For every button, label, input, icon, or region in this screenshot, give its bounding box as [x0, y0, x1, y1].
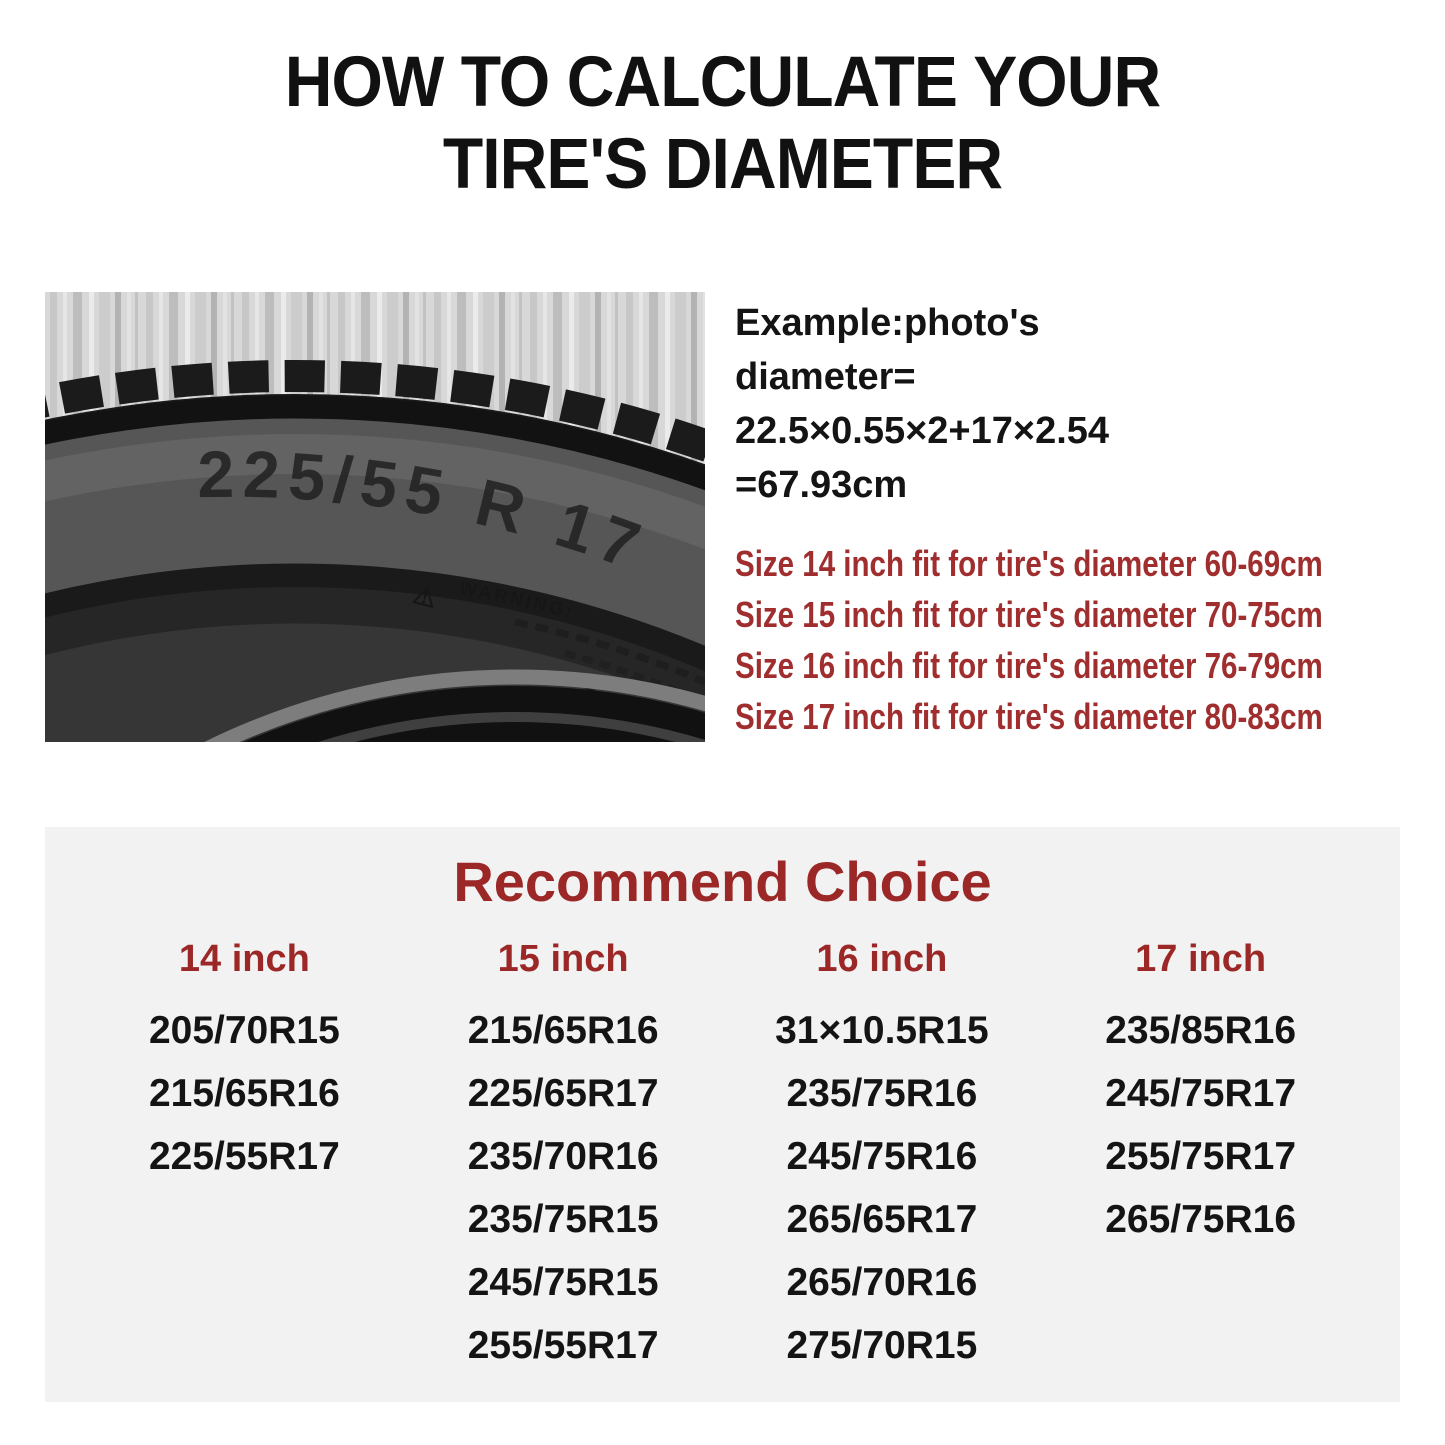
tire-size-cell: 235/70R16	[467, 1134, 659, 1178]
size-fit-block	[735, 538, 1405, 742]
example-block	[735, 296, 1405, 512]
tire-size-cell: 205/70R15	[148, 1008, 340, 1052]
tire-size-cell: 235/75R15	[467, 1197, 659, 1241]
tire-size-cell: 245/75R17	[1105, 1071, 1297, 1115]
size-column-15-inch	[404, 937, 723, 1377]
right-column	[735, 292, 1405, 742]
tire-photo	[45, 292, 705, 742]
tire-size-cell: 255/55R17	[467, 1323, 659, 1367]
page-title	[0, 0, 1445, 206]
tire-size-cell: 265/75R16	[1105, 1197, 1297, 1241]
size-column-14-inch	[85, 937, 404, 1377]
tire-size-cell: 255/75R17	[1105, 1134, 1297, 1178]
size-fit-line: Size 15 inch fit for tire's diameter 70-75cm	[735, 594, 1323, 635]
column-header: 17 inch	[1135, 938, 1267, 980]
tire-size-cell: 31×10.5R15	[775, 1008, 989, 1052]
tire-size-cell: 225/55R17	[148, 1134, 340, 1178]
page-title-line-1: HOW TO CALCULATE YOUR	[284, 43, 1161, 122]
example-line: 22.5×0.55×2+17×2.54	[735, 410, 1110, 452]
column-header: 16 inch	[816, 938, 948, 980]
tire-size-cell: 245/75R15	[467, 1260, 659, 1304]
column-header: 15 inch	[497, 938, 629, 980]
recommend-panel	[45, 827, 1400, 1402]
warning-text: WARNING:	[458, 578, 578, 623]
tire-size-cell: 215/65R16	[467, 1008, 659, 1052]
tire-size-cell: 225/65R17	[467, 1071, 659, 1115]
recommend-title: Recommend Choice	[453, 850, 992, 913]
size-fit-line: Size 14 inch fit for tire's diameter 60-69cm	[735, 543, 1323, 584]
tire-size-cell: 245/75R16	[786, 1134, 978, 1178]
tire-size-cell: 275/70R15	[786, 1323, 978, 1367]
tire-size-text: 225/55 R 17	[197, 436, 657, 585]
warning-triangle-icon: ⚠	[410, 578, 440, 614]
tire-size-cell: 235/75R16	[786, 1071, 978, 1115]
size-column-16-inch	[723, 937, 1042, 1377]
example-line: diameter=	[735, 356, 916, 398]
content-row	[45, 292, 1405, 742]
tire-size-cell: 265/65R17	[786, 1197, 978, 1241]
tire-size-cell: 265/70R16	[786, 1260, 978, 1304]
example-line: Example:photo's	[735, 302, 1040, 344]
example-line: =67.93cm	[735, 464, 908, 506]
tire-size-cell: 235/85R16	[1105, 1008, 1297, 1052]
tire-photo-svg	[45, 292, 705, 742]
column-header: 14 inch	[178, 938, 310, 980]
tire-size-cell: 215/65R16	[148, 1071, 340, 1115]
recommend-grid	[45, 937, 1400, 1377]
page-title-line-2: TIRE'S DIAMETER	[442, 125, 1003, 204]
size-fit-line: Size 17 inch fit for tire's diameter 80-83cm	[735, 696, 1323, 737]
size-column-17-inch	[1041, 937, 1360, 1377]
size-fit-line: Size 16 inch fit for tire's diameter 76-79cm	[735, 645, 1323, 686]
